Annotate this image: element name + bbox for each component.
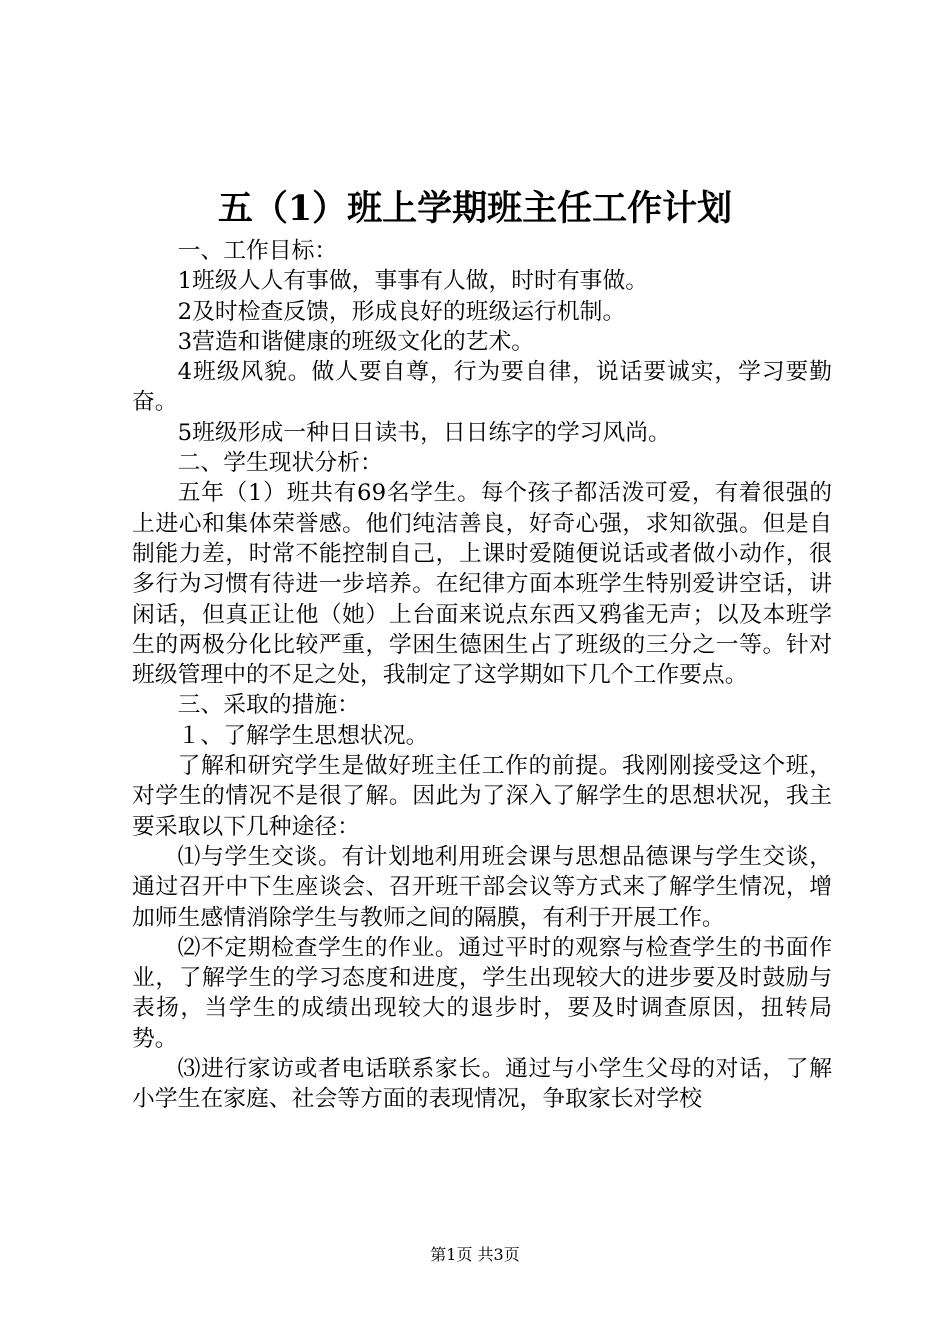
paragraph: 二、学生现状分析：	[177, 450, 383, 477]
document-body	[132, 236, 832, 1115]
paragraph: 一、工作目标：	[177, 238, 338, 264]
paragraph: １、了解学生思想状况。	[177, 722, 429, 749]
paragraph: 五年（1）班共有69名学生。每个孩子都活泼可爱，有着很强的上进心和集体荣誉感。他们纯洁善良，好奇心强，求知欲强。但是自制能力差，时常不能控制自己，上课时爱随便说话或者做小动作，很多行为习惯有待进一步培养。在纪律方面本班学生特别爱讲空话，讲闲话，但真正让他（她）上台面来说点东西又鸦雀无声；以及本班学生的两极分化比较严重，学困生德困生占了班级的三分之一等。针对班级管理中的不足之处，我制定了这学期如下几个工作要点。	[132, 480, 832, 689]
paragraph: 3营造和谐健康的班级文化的艺术。	[177, 328, 535, 355]
paragraph: 2及时检查反馈，形成良好的班级运行机制。	[177, 298, 626, 325]
page-number: 第1页 共3页	[430, 1245, 520, 1264]
paragraph: 了解和研究学生是做好班主任工作的前提。我刚刚接受这个班，对学生的情况不是很了解。因此为了深入了解学生的思想状况，我主要采取以下几种途径：	[132, 753, 832, 840]
paragraph: 三、采取的措施：	[177, 692, 360, 719]
paragraph: 4班级风貌。做人要自尊，行为要自律，说话要诚实，学习要勤奋。	[132, 359, 832, 416]
paragraph: 5班级形成一种日日读书，日日练字的学习风尚。	[177, 419, 671, 446]
page-title: 五（1）班上学期班主任工作计划	[217, 188, 733, 229]
paragraph: ⑶进行家访或者电话联系家长。通过与小学生父母的对话，了解小学生在家庭、社会等方面的表现情况，争取家长对学校	[132, 1056, 832, 1113]
paragraph: ⑵不定期检查学生的作业。通过平时的观察与检查学生的书面作业，了解学生的学习态度和进度，学生出现较大的进步要及时鼓励与表扬，当学生的成绩出现较大的退步时，要及时调查原因，扭转局势。	[132, 934, 832, 1052]
paragraph: ⑴与学生交谈。有计划地利用班会课与思想品德课与学生交谈，通过召开中下生座谈会、召开班干部会议等方式来了解学生情况，增加师生感情消除学生与教师之间的隔膜，有利于开展工作。	[132, 843, 832, 931]
paragraph: 1班级人人有事做，事事有人做，时时有事做。	[177, 268, 649, 295]
